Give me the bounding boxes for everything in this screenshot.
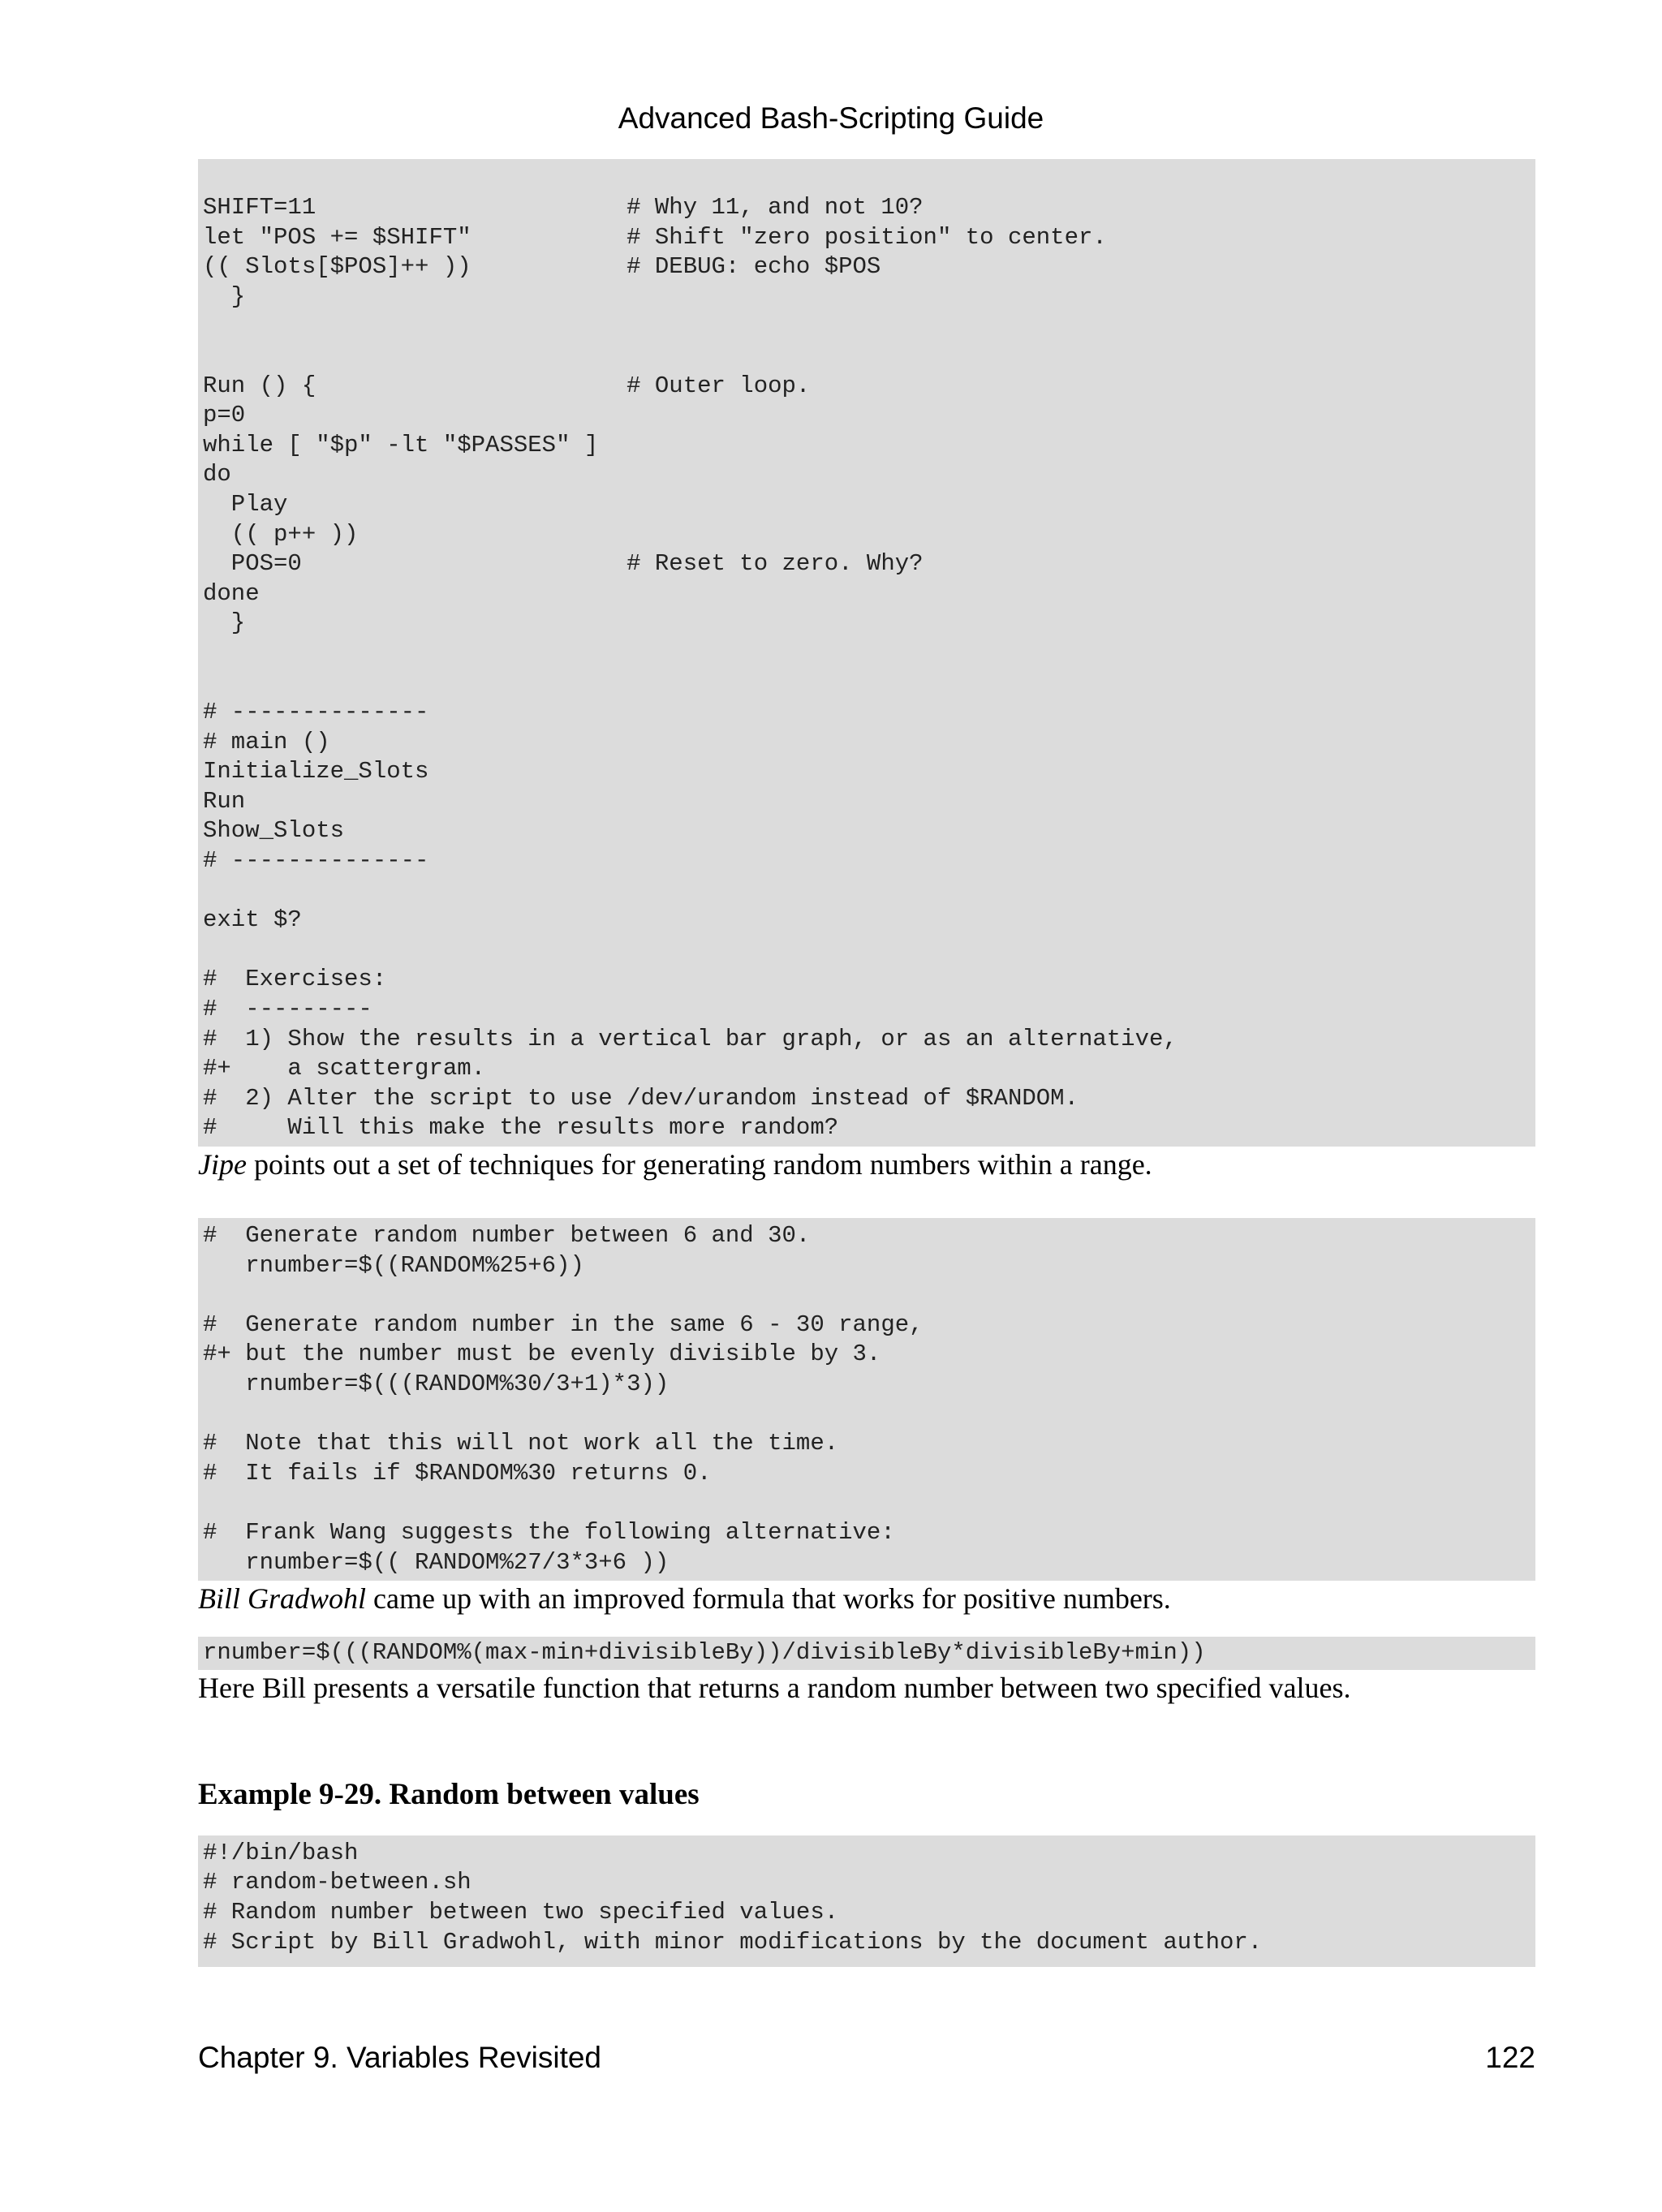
code-line: #!/bin/bash: [203, 1839, 359, 1866]
spacer: [198, 1706, 1535, 1777]
code-line: # Generate random number in the same 6 - 30 range,: [203, 1310, 924, 1338]
paragraph-bill: [198, 1581, 1535, 1616]
code-line: # Frank Wang suggests the following alternative:: [203, 1518, 895, 1546]
code-line: #+ but the number must be evenly divisible by 3.: [203, 1341, 881, 1368]
footer-chapter-title: Chapter 9. Variables Revisited: [198, 2041, 602, 2074]
code-line: # random-between.sh: [203, 1869, 471, 1896]
code-line: [203, 1400, 1531, 1430]
code-line: Run: [203, 787, 246, 815]
code-line: p=0: [203, 402, 246, 429]
code-line: while [ "$p" -lt "$PASSES" ]: [203, 431, 599, 458]
code-line: [203, 1280, 1531, 1310]
code-line: # It fails if $RANDOM%30 returns 0.: [203, 1459, 712, 1487]
code-line: let "POS += $SHIFT" # Shift "zero position" to center.: [203, 223, 1107, 251]
code-line: rnumber=$(( RANDOM%27/3*3+6 )): [203, 1548, 670, 1576]
paragraph-function-intro: Here Bill presents a versatile function that returns a random number between two specified values.: [198, 1671, 1351, 1704]
spacer: [198, 1182, 1535, 1218]
code-line: # 1) Show the results in a vertical bar graph, or as an alternative,: [203, 1025, 1178, 1052]
code-line: [203, 312, 1531, 342]
footer-page-number: 122: [1485, 2041, 1535, 2074]
spacer: [198, 1813, 1535, 1835]
code-line: exit $?: [203, 906, 302, 934]
paragraph-text: points out a set of techniques for generating random numbers within a range.: [246, 1148, 1152, 1181]
page-header: Advanced Bash-Scripting Guide: [618, 101, 1044, 135]
code-block-random-range: [198, 1218, 1535, 1581]
code-line: [203, 639, 1531, 669]
paragraph-jipe: [198, 1147, 1535, 1182]
author-name-bill: Bill Gradwohl: [198, 1582, 367, 1616]
code-line: # --------------: [203, 699, 429, 726]
code-line: [203, 669, 1531, 699]
code-line: [203, 876, 1531, 906]
code-line: # ---------: [203, 996, 372, 1023]
code-line: (( p++ )): [203, 520, 359, 548]
spacer: [198, 1616, 1535, 1637]
code-line: [203, 342, 1531, 372]
code-line: Initialize_Slots: [203, 758, 429, 785]
page-content: [198, 159, 1535, 1967]
code-line: Show_Slots: [203, 817, 345, 845]
code-line: # Exercises:: [203, 966, 387, 993]
code-line: POS=0 # Reset to zero. Why?: [203, 550, 924, 578]
code-line: }: [203, 282, 246, 310]
code-block-slots: [198, 159, 1535, 1147]
code-line: rnumber=$((RANDOM%25+6)): [203, 1251, 584, 1279]
paragraph-text: came up with an improved formula that works for positive numbers.: [366, 1582, 1171, 1616]
author-name-jipe: Jipe: [198, 1148, 247, 1181]
code-line: [203, 1488, 1531, 1518]
code-line: # Will this make the results more random?: [203, 1114, 839, 1142]
code-line: # Generate random number between 6 and 30.: [203, 1222, 811, 1249]
code-line: # Script by Bill Gradwohl, with minor modifications by the document author.: [203, 1928, 1263, 1956]
code-line: rnumber=$(((RANDOM%(max-min+divisibleBy))/divisibleBy*divisibleBy+min)): [203, 1639, 1206, 1667]
code-line: #+ a scattergram.: [203, 1055, 486, 1082]
code-line: (( Slots[$POS]++ )) # DEBUG: echo $POS: [203, 253, 881, 281]
code-line: SHIFT=11 # Why 11, and not 10?: [203, 194, 924, 221]
code-line: [203, 936, 1531, 966]
code-line: rnumber=$(((RANDOM%30/3+1)*3)): [203, 1370, 670, 1397]
code-line: # 2) Alter the script to use /dev/urandom instead of $RANDOM.: [203, 1084, 1079, 1112]
code-line: # --------------: [203, 847, 429, 875]
code-line: do: [203, 461, 231, 488]
example-title: Example 9-29. Random between values: [198, 1777, 700, 1811]
code-block-random-between: [198, 1835, 1535, 1967]
code-line: # main (): [203, 728, 330, 755]
code-block-formula: [198, 1637, 1535, 1670]
code-line: Play: [203, 490, 288, 518]
code-line: done: [203, 579, 260, 607]
code-line: # Note that this will not work all the time.: [203, 1430, 839, 1457]
code-line: }: [203, 609, 246, 637]
code-line: Run () { # Outer loop.: [203, 372, 811, 399]
code-line: # Random number between two specified values.: [203, 1898, 839, 1926]
